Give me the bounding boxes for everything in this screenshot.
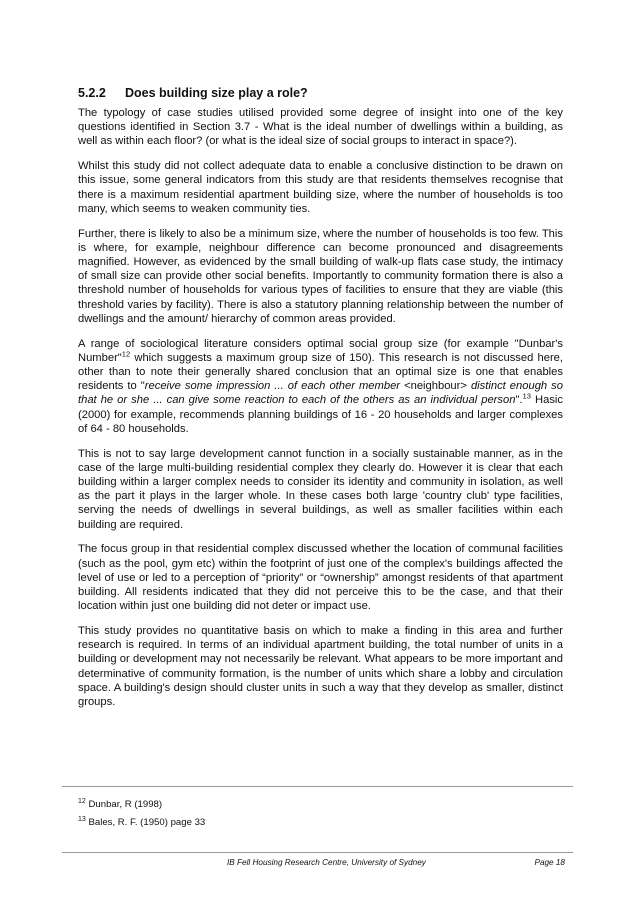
footnote-text: Bales, R. F. (1950) page 33 bbox=[88, 817, 206, 828]
footnote-text: Dunbar, R (1998) bbox=[88, 799, 163, 810]
footnote-12 bbox=[78, 799, 558, 810]
footnote-marker: 12 bbox=[78, 797, 86, 805]
footer-divider bbox=[62, 852, 573, 853]
paragraph-4-text-b: which suggests a maximum group size of 150). This research is not discussed here, other than to note their generally shared conclusion that an optimal size is one that enables residents to " bbox=[78, 351, 563, 393]
paragraph-4-text-c: <neighbour> bbox=[400, 380, 471, 393]
section-heading bbox=[78, 86, 563, 100]
footnote-ref-13: 13 bbox=[522, 391, 531, 401]
paragraph-3: Further, there is likely to also be a minimum size, where the number of households is too few. This is where, for example, neighbour difference can become pronounced and disagreements magnified. However, as evidenced by the small building of walk-up flats case study, the intimacy of small size can provide other social benefits. Importantly to community formation there is also a threshold number of households for various types of facilities to ensure that they are viable (this threshold varies by facility). There is also a statutory planning relationship between the number of dwellings and the amount/ hierarchy of common areas provided. bbox=[78, 227, 563, 325]
footnote-13 bbox=[78, 817, 558, 828]
section-title: Does building size play a role? bbox=[125, 86, 308, 100]
section-number: 5.2.2 bbox=[78, 86, 106, 100]
page-number: Page 18 bbox=[534, 858, 565, 867]
paragraph-4-text-e: Hasic (2000) for example, recommends planning buildings of 16 - 20 households and larger complexes of 64 - 80 households. bbox=[78, 394, 563, 435]
quote-italic-1: receive some impression ... of each other member bbox=[144, 380, 401, 393]
paragraph-1: The typology of case studies utilised provided some degree of insight into one of the key questions identified in Section 3.7 - What is the ideal number of dwellings within a building, as well as within each floor? (or what is the ideal size of social groups to interact in space?). bbox=[78, 107, 563, 148]
body-text bbox=[78, 106, 563, 720]
footnote-ref-12: 12 bbox=[121, 349, 131, 359]
paragraph-7: This study provides no quantitative basis on which to make a finding in this area and further research is required. In terms of an individual apartment building, the total number of units in a building or development may not necessarily be relevant. What appears to be more important and determinative of community formation, is the number of units which share a lobby and circulation space. A building's design should cluster units in such a way that they develop as smaller, distinct groups. bbox=[78, 625, 563, 709]
paragraph-2: Whilst this study did not collect adequate data to enable a conclusive distinction to be drawn on this issue, some general indicators from this study are that residents themselves recognise that there is a maximum residential apartment building size, where the number of households is too many, which seems to weaken community ties. bbox=[78, 160, 563, 215]
paragraph-4-text-d: ". bbox=[515, 394, 523, 407]
paragraph-6: The focus group in that residential complex discussed whether the location of communal facilities (such as the pool, gym etc) within the footprint of just one of the complex's buildings affected the level of use or led to a perception of “priority” or “ownership” amongst residents of that apartment building. All residents indicated that they did not perceive this to be the case, and that their location within just one building did not deter or impact use. bbox=[78, 543, 563, 613]
paragraph-4-text-a: A range of sociological literature considers optimal social group size (for example "Dunbar's Number" bbox=[78, 337, 563, 364]
footnote-marker: 13 bbox=[78, 815, 86, 823]
paragraph-4 bbox=[78, 337, 563, 436]
paragraph-5: This is not to say large development cannot function in a socially sustainable manner, as in the case of the large multi-building residential complex they clearly do. However it is clear that each building within a larger complex needs to consider its identity and community in isolation, as well as the part it plays in the larger whole. In these cases both large 'country club' type facilities, serving the needs of dwellings in several buildings, as well as smaller facilities within each building are required. bbox=[78, 447, 563, 531]
quote-italic-2: distinct enough so that he or she ... can give some reaction to each of the others as an individual person bbox=[78, 380, 563, 407]
footnotes bbox=[78, 799, 558, 835]
footnote-divider bbox=[62, 786, 573, 787]
footer-institution: IB Fell Housing Research Centre, University of Sydney bbox=[227, 858, 426, 867]
